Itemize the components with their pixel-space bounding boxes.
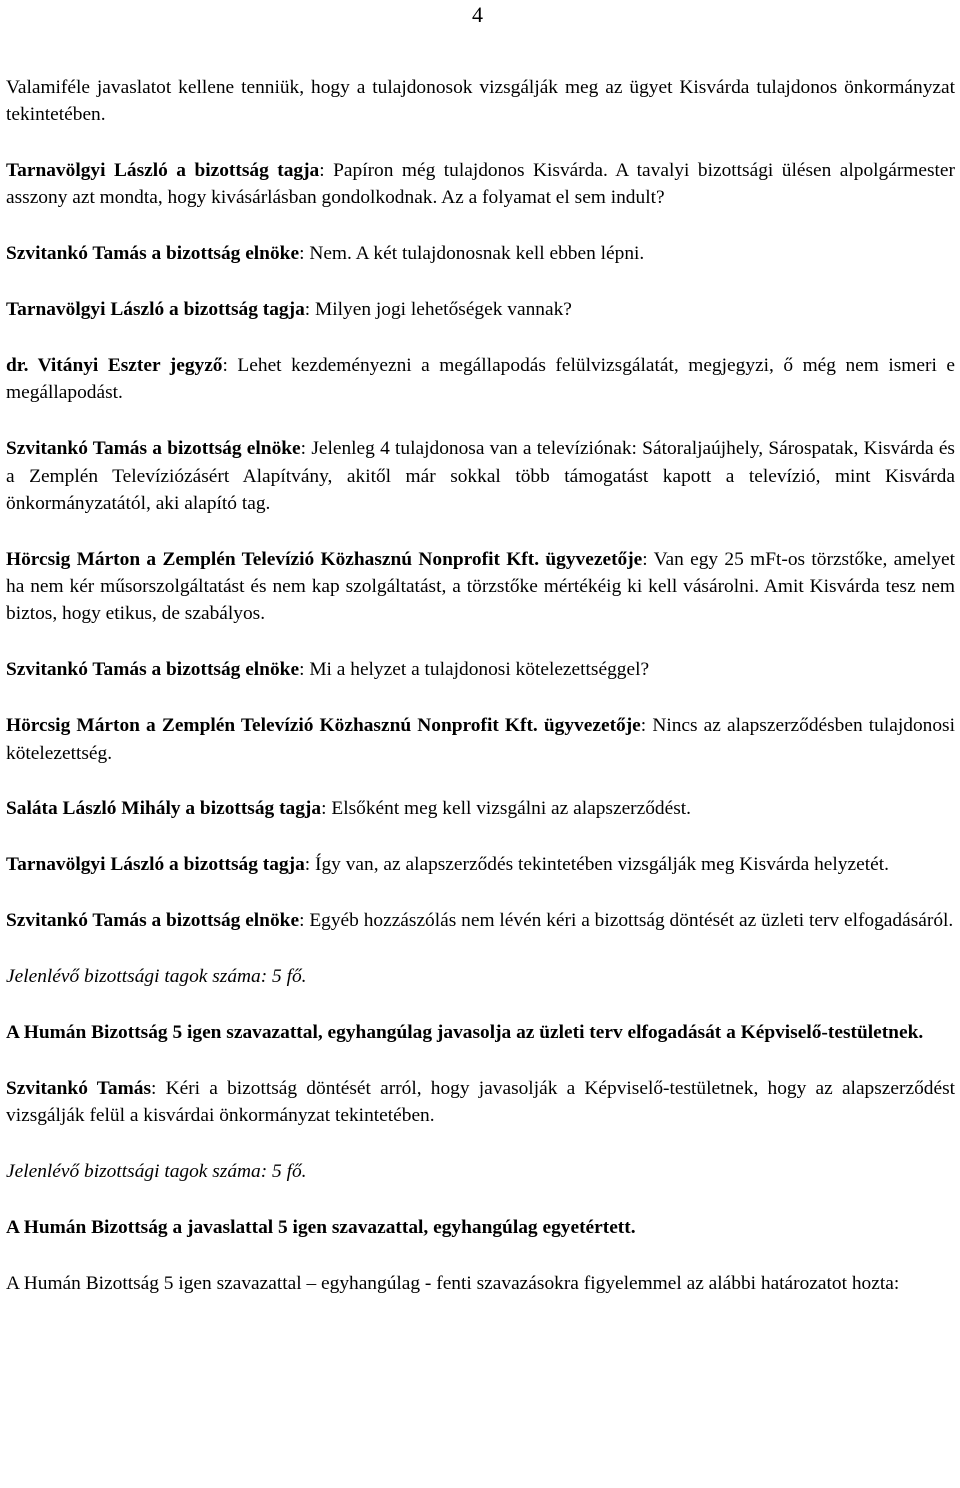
speaker-paragraph [6,656,955,683]
speaker-paragraph [6,546,955,628]
speaker-name: Saláta László Mihály a bizottság tagja [6,798,322,820]
speaker-name: Tarnavölgyi László a bizottság tagja [6,854,305,876]
speech-text: Kéri a bizottság döntését arról, hogy javasolják a Képviselő-testületnek, hogy az alapszerződést vizsgálják felül a kisvárdai önkormányzat tekintetében. [6,1077,955,1127]
speaker-paragraph [6,851,955,878]
speaker-name: Tarnavölgyi László a bizottság tagja [6,299,305,321]
speaker-name: Szvitankó Tamás a bizottság elnöke [6,659,300,681]
speaker-separator: : [640,715,653,737]
speech-text: Mi a helyzet a tulajdonosi kötelezettséggel? [309,659,650,681]
speaker-paragraph [6,1075,955,1130]
speaker-separator: : [299,659,310,681]
speaker-paragraph [6,157,955,212]
speaker-name: Szvitankó Tamás a bizottság elnöke [6,243,300,265]
speaker-separator: : [300,438,312,460]
speaker-separator: : [222,355,238,377]
page-number: 4 [472,2,483,27]
speaker-paragraph [6,296,955,323]
speaker-separator: : [642,548,654,570]
speech-text: Egyéb hozzászólás nem lévén kéri a bizottság döntését az üzleti terv elfogadásáról. [309,910,954,932]
speaker-name: Hörcsig Márton a Zemplén Televízió Közhasznú Nonprofit Kft. ügyvezetője [6,548,643,570]
document-body [6,74,955,1297]
speaker-separator: : [321,798,332,820]
speaker-separator: : [299,243,310,265]
speaker-name: Szvitankó Tamás [6,1077,151,1099]
speaker-paragraph [6,907,955,934]
speech-text: Van egy 25 mFt-os törzstőke, amelyet ha nem kér műsorszolgáltatást és nem kap szolgáltatást, a törzstőke mértékéig ki kell vásárolni. Amit Kisvárda tesz nem biztos, hogy etikus, de szabályos. [6,548,956,625]
speaker-paragraph [6,795,955,822]
speech-text: Nincs az alapszerződésben tulajdonosi kötelezettség. [6,715,955,764]
speech-text: Lehet kezdeményezni a megállapodás felülvizsgálatát, megjegyzi, ő még nem ismeri e megállapodást. [6,355,955,404]
speaker-name: Szvitankó Tamás a bizottság elnöke [6,910,300,932]
speaker-separator: : [304,299,316,321]
attendance-note: Jelenlévő bizottsági tagok száma: 5 fő. [6,1161,307,1183]
speech-text: Papíron még tulajdonos Kisvárda. A tavalyi bizottsági ülésen alpolgármester asszony azt mondta, hogy kivásárlásban gondolkodnak. Az a folyamat el sem indult? [6,160,955,209]
speaker-paragraph [6,240,955,267]
speaker-paragraph [6,352,955,407]
speaker-separator: : [304,854,316,876]
speaker-separator: : [151,1077,166,1099]
decision-statement: A Humán Bizottság 5 igen szavazattal, egyhangúlag javasolja az üzleti terv elfogadását a Képviselő-testületnek. [6,1021,924,1043]
speaker-paragraph [6,712,955,767]
speaker-paragraph [6,435,955,517]
speaker-separator: : [299,910,310,932]
speaker-name: dr. Vitányi Eszter jegyző [6,355,223,377]
decision-statement: A Humán Bizottság a javaslattal 5 igen szavazattal, egyhangúlag egyetértett. [6,1216,636,1238]
resolution-intro: A Humán Bizottság 5 igen szavazattal – egyhangúlag - fenti szavazásokra figyelemmel az alábbi határozatot hozta: [6,1272,900,1294]
speaker-name: Szvitankó Tamás a bizottság elnöke [6,438,301,460]
speech-text: Milyen jogi lehetőségek vannak? [315,299,572,321]
speech-text: Jelenleg 4 tulajdonosa van a televíziónak: Sátoraljaújhely, Sárospatak, Kisvárda és a Zemplén Televíziózásért Alapítvány, akitől már sokkal több támogatást kapott a televízió, mint Kisvárda önkormányzatától, aki alapító tag. [6,438,955,514]
speech-text: Így van, az alapszerződés tekintetében vizsgálják meg Kisvárda helyzetét. [315,854,889,876]
speaker-name: Tarnavölgyi László a bizottság tagja [6,160,320,182]
attendance-note: Jelenlévő bizottsági tagok száma: 5 fő. [6,966,307,988]
speaker-name: Hörcsig Márton a Zemplén Televízió Közhasznú Nonprofit Kft. ügyvezetője [6,715,641,737]
paragraph-text: Valamiféle javaslatot kellene tenniük, hogy a tulajdonosok vizsgálják meg az ügyet Kisvárda tulajdonos önkormányzat tekintetében. [6,77,955,126]
speech-text: Elsőként meg kell vizsgálni az alapszerződést. [331,798,692,820]
paragraph [6,74,955,129]
speech-text: Nem. A két tulajdonosnak kell ebben lépni. [309,243,645,265]
speaker-separator: : [319,160,334,182]
